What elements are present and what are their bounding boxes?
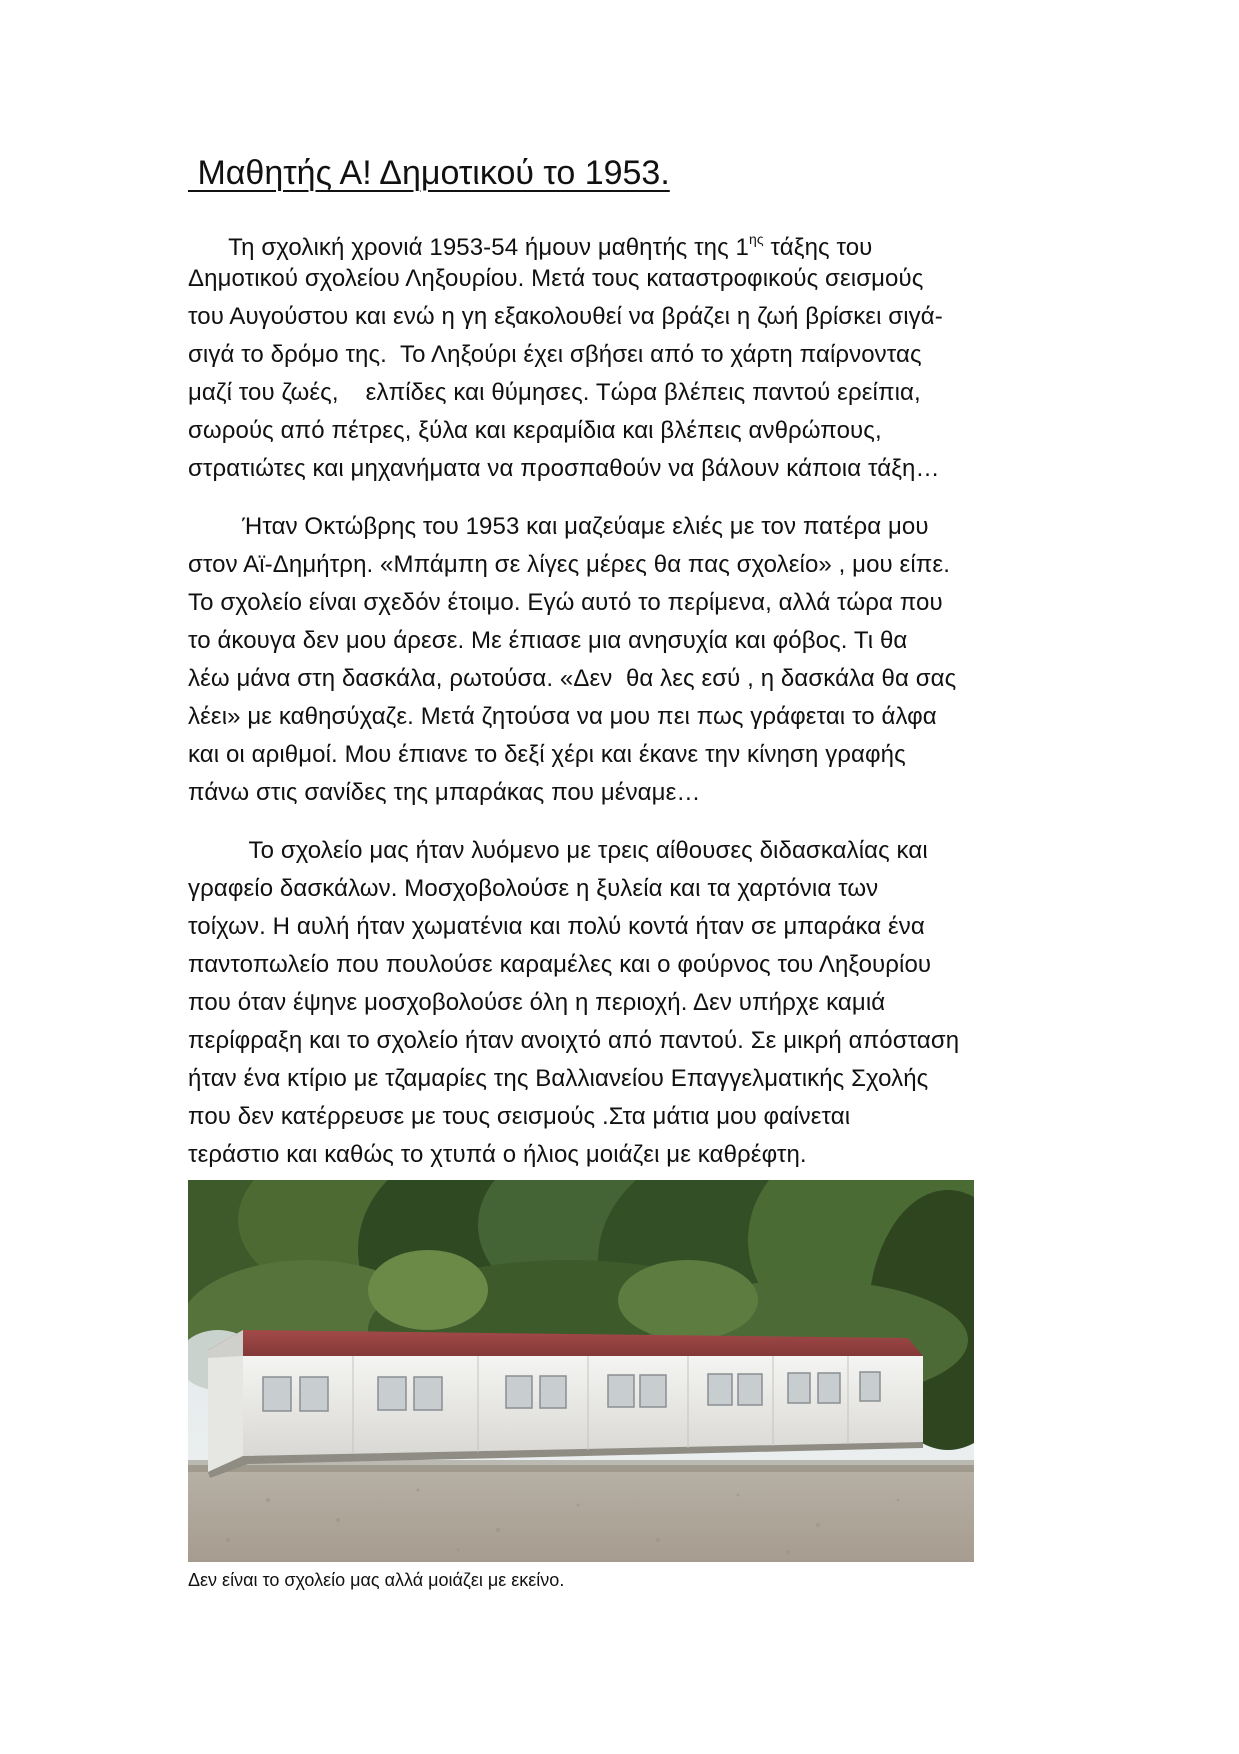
paragraph-2-line: στον Αϊ-Δημήτρη. «Μπάμπη σε λίγες μέρες θα πας σχολείο» , μου είπε. — [188, 551, 950, 578]
paragraph-2-line: πάνω στις σανίδες της μπαράκας που μέναμε… — [188, 779, 701, 806]
paragraph-1-line-1 — [188, 226, 872, 263]
paragraph-2-line: λέω μάνα στη δασκάλα, ρωτούσα. «Δεν θα λες εσύ , η δασκάλα θα σας — [188, 665, 957, 692]
paragraph-3-line: παντοπωλείο που πουλούσε καραμέλες και ο φούρνος του Ληξουρίου — [188, 951, 932, 978]
document-title: Μαθητής Α! Δημοτικού το 1953. — [188, 154, 670, 192]
paragraph-3-line: γραφείο δασκάλων. Μοσχοβολούσε η ξυλεία και τα χαρτόνια των — [188, 875, 879, 902]
paragraph-2-line: και οι αριθμοί. Μου έπιανε το δεξί χέρι και έκανε την κίνηση γραφής — [188, 741, 906, 768]
paragraph-3-line: Το σχολείο μας ήταν λυόμενο με τρεις αίθουσες διδασκαλίας και — [188, 837, 928, 864]
superscript: ης — [749, 231, 764, 247]
paragraph-1-line: μαζί του ζωές, ελπίδες και θύμησες. Τώρα βλέπεις παντού ερείπια, — [188, 379, 921, 406]
paragraph-3-line: ήταν ένα κτίριο με τζαμαρίες της Βαλλιανείου Επαγγελματικής Σχολής — [188, 1065, 929, 1092]
photo-caption: Δεν είναι το σχολείο μας αλλά μοιάζει με εκείνο. — [188, 1570, 565, 1590]
paragraph-3-line: που όταν έψηνε μοσχοβολούσε όλη η περιοχή. Δεν υπήρχε καμιά — [188, 989, 886, 1016]
paragraph-1-line: του Αυγούστου και ενώ η γη εξακολουθεί να βράζει η ζωή βρίσκει σιγά- — [188, 303, 943, 330]
school-building-photo — [188, 1180, 974, 1562]
paragraph-3-line: περίφραξη και το σχολείο ήταν ανοιχτό από παντού. Σε μικρή απόσταση — [188, 1027, 960, 1054]
text-span: τάξης του — [763, 234, 873, 261]
paragraph-2-line: Ήταν Οκτώβρης του 1953 και μαζεύαμε ελιές με τον πατέρα μου — [188, 513, 929, 540]
paragraph-1-line: στρατιώτες και μηχανήματα να προσπαθούν να βάλουν κάποια τάξη… — [188, 455, 940, 482]
paragraph-1-line: σιγά το δρόμο της. Το Ληξούρι έχει σβήσει από το χάρτη παίρνοντας — [188, 341, 922, 368]
paragraph-3-line: που δεν κατέρρευσε με τους σεισμούς .Στα μάτια μου φαίνεται — [188, 1103, 851, 1130]
text-span: Τη σχολική χρονιά 1953-54 ήμουν μαθητής της 1 — [188, 234, 750, 261]
paragraph-3-line: τοίχων. Η αυλή ήταν χωματένια και πολύ κοντά ήταν σε μπαράκα ένα — [188, 913, 925, 940]
paragraph-1-line: σωρούς από πέτρες, ξύλα και κεραμίδια και βλέπεις ανθρώπους, — [188, 417, 882, 444]
paragraph-3-line: τεράστιο και καθώς το χτυπά ο ήλιος μοιάζει με καθρέφτη. — [188, 1141, 807, 1168]
paragraph-2-line: το άκουγα δεν μου άρεσε. Με έπιασε μια ανησυχία και φόβος. Τι θα — [188, 627, 908, 654]
paragraph-1-line: Δημοτικού σχολείου Ληξουρίου. Μετά τους καταστροφικούς σεισμούς — [188, 265, 924, 292]
paragraph-2-line: Το σχολείο είναι σχεδόν έτοιμο. Εγώ αυτό το περίμενα, αλλά τώρα που — [188, 589, 943, 616]
paragraph-2-line: λέει» με καθησύχαζε. Μετά ζητούσα να μου πει πως γράφεται το άλφα — [188, 703, 937, 730]
